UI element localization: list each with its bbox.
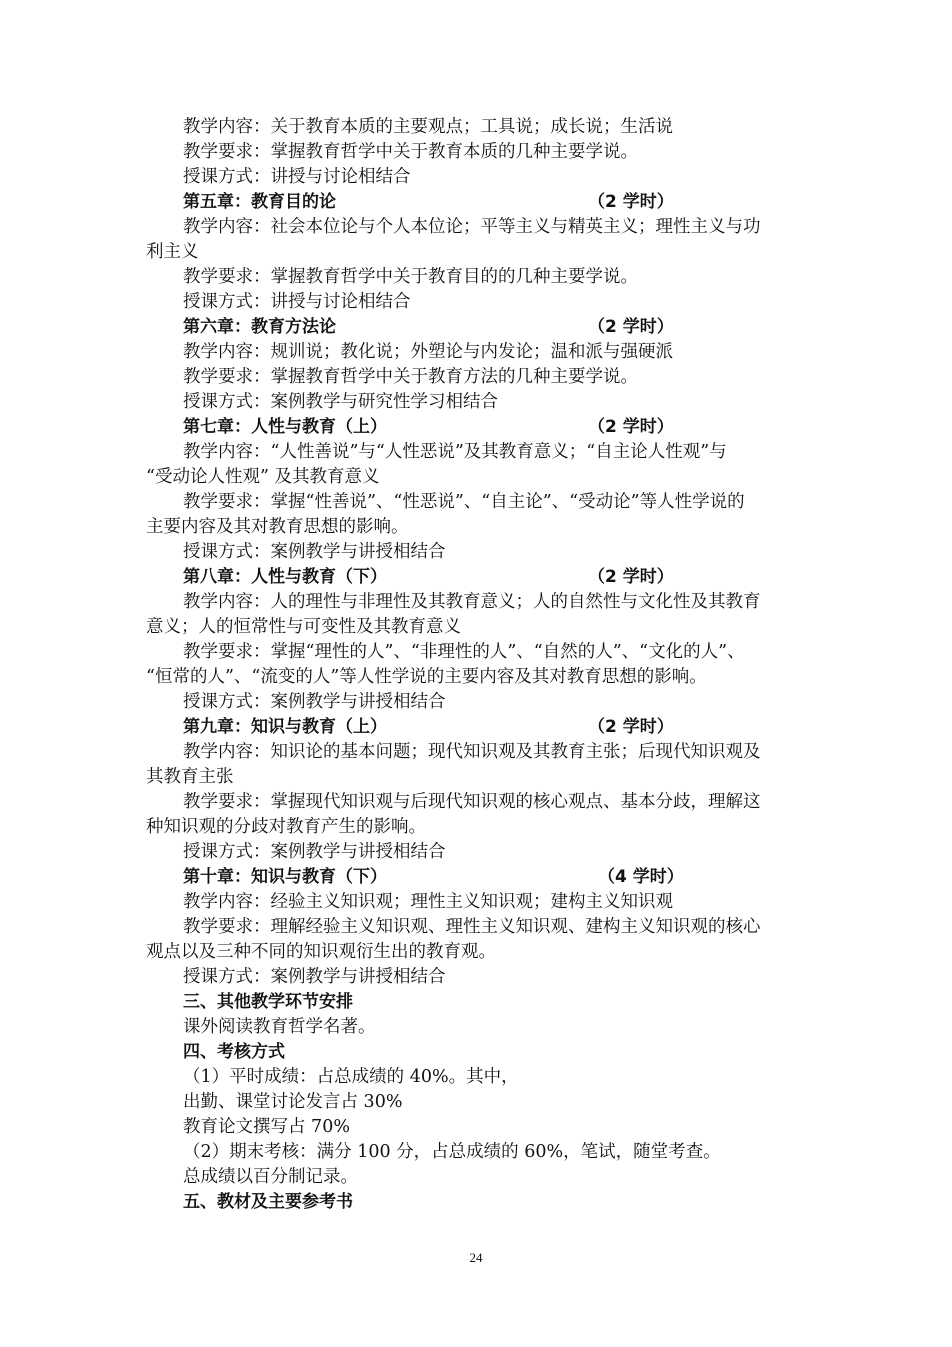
assessment-line-5: 总成绩以百分制记录。 <box>183 1167 358 1187</box>
ch5-heading <box>183 190 853 215</box>
ch5-content-2: 利主义 <box>146 242 199 262</box>
ch8-title: 第八章：人性与教育（下） <box>183 567 387 587</box>
ch5-requirement: 教学要求：掌握教育哲学中关于教育目的的几种主要学说。 <box>183 267 638 287</box>
ch8-method: 授课方式：案例教学与讲授相结合 <box>183 692 446 712</box>
page-number: 24 <box>469 1250 483 1265</box>
ch7-content-1: 教学内容：“人性善说”与“人性恶说”及其教育意义；“自主论人性观”与 <box>183 442 727 462</box>
ch8-requirement-1: 教学要求：掌握“理性的人”、“非理性的人”、“自然的人”、“文化的人”、 <box>183 642 745 662</box>
ch7-title: 第七章：人性与教育（上） <box>183 417 387 437</box>
section-4-title: 四、考核方式 <box>183 1042 285 1062</box>
ch10-method: 授课方式：案例教学与讲授相结合 <box>183 967 446 987</box>
ch6-content: 教学内容：规训说；教化说；外塑论与内发论；温和派与强硬派 <box>183 342 673 362</box>
ch10-hours: （4 学时） <box>598 867 684 887</box>
section-5-title: 五、教材及主要参考书 <box>183 1192 353 1212</box>
ch9-content-1: 教学内容：知识论的基本问题；现代知识观及其教育主张；后现代知识观及 <box>183 742 761 762</box>
ch9-method: 授课方式：案例教学与讲授相结合 <box>183 842 446 862</box>
ch4-requirement: 教学要求：掌握教育哲学中关于教育本质的几种主要学说。 <box>183 142 638 162</box>
assessment-line-4: （2）期末考核：满分 100 分，占总成绩的 60%，笔试，随堂考查。 <box>183 1142 721 1162</box>
ch6-heading <box>183 315 853 340</box>
assessment-line-1: （1）平时成绩：占总成绩的 40%。其中， <box>183 1067 519 1087</box>
ch5-title: 第五章：教育目的论 <box>183 192 336 212</box>
ch9-title: 第九章：知识与教育（上） <box>183 717 387 737</box>
ch6-method: 授课方式：案例教学与研究性学习相结合 <box>183 392 498 412</box>
ch10-requirement-1: 教学要求：理解经验主义知识观、理性主义知识观、建构主义知识观的核心 <box>183 917 761 937</box>
section-3-title: 三、其他教学环节安排 <box>183 992 353 1012</box>
ch8-requirement-2: “恒常的人”、“流变的人”等人性学说的主要内容及其对教育思想的影响。 <box>146 667 707 687</box>
ch7-hours: （2 学时） <box>588 417 674 437</box>
ch9-hours: （2 学时） <box>588 717 674 737</box>
ch9-requirement-2: 种知识观的分歧对教育产生的影响。 <box>146 817 426 837</box>
section-3-text: 课外阅读教育哲学名著。 <box>183 1017 376 1037</box>
ch8-content-2: 意义；人的恒常性与可变性及其教育意义 <box>146 617 461 637</box>
ch8-content-1: 教学内容：人的理性与非理性及其教育意义；人的自然性与文化性及其教育 <box>183 592 761 612</box>
ch7-method: 授课方式：案例教学与讲授相结合 <box>183 542 446 562</box>
ch7-requirement-1: 教学要求：掌握“性善说”、“性恶说”、“自主论”、“受动论”等人性学说的 <box>183 492 745 512</box>
ch4-method: 授课方式：讲授与讨论相结合 <box>183 167 411 187</box>
ch6-requirement: 教学要求：掌握教育哲学中关于教育方法的几种主要学说。 <box>183 367 638 387</box>
ch4-content: 教学内容：关于教育本质的主要观点；工具说；成长说；生活说 <box>183 117 673 137</box>
ch6-title: 第六章：教育方法论 <box>183 317 336 337</box>
ch10-content: 教学内容：经验主义知识观；理性主义知识观；建构主义知识观 <box>183 892 673 912</box>
assessment-line-2: 出勤、课堂讨论发言占 30% <box>183 1092 403 1112</box>
ch5-content-1: 教学内容：社会本位论与个人本位论；平等主义与精英主义；理性主义与功 <box>183 217 761 237</box>
ch7-requirement-2: 主要内容及其对教育思想的影响。 <box>146 517 409 537</box>
ch8-heading <box>183 565 853 590</box>
ch10-heading <box>183 865 853 890</box>
ch7-content-2: “受动论人性观” 及其教育意义 <box>146 467 380 487</box>
ch9-heading <box>183 715 853 740</box>
ch10-title: 第十章：知识与教育（下） <box>183 867 387 887</box>
ch8-hours: （2 学时） <box>588 567 674 587</box>
ch5-method: 授课方式：讲授与讨论相结合 <box>183 292 411 312</box>
assessment-line-3: 教育论文撰写占 70% <box>183 1117 350 1137</box>
ch9-content-2: 其教育主张 <box>146 767 234 787</box>
ch9-requirement-1: 教学要求：掌握现代知识观与后现代知识观的核心观点、基本分歧，理解这 <box>183 792 761 812</box>
ch10-requirement-2: 观点以及三种不同的知识观衍生出的教育观。 <box>146 942 496 962</box>
ch7-heading <box>183 415 853 440</box>
ch6-hours: （2 学时） <box>588 317 674 337</box>
ch5-hours: （2 学时） <box>588 192 674 212</box>
